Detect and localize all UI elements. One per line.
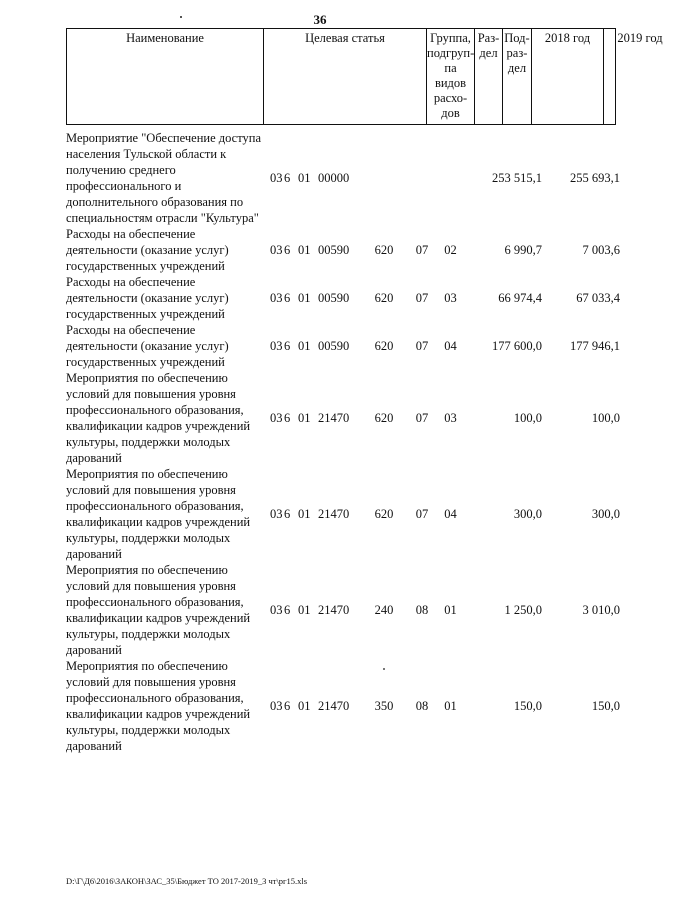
row-group: 620	[374, 339, 394, 353]
row-group: 620	[374, 291, 394, 305]
row-section: 07	[415, 291, 429, 305]
row-group: 350	[374, 699, 394, 713]
row-section: 07	[415, 243, 429, 257]
row-subsection: 04	[444, 507, 457, 521]
row-name: Мероприятия по обеспечению условий для повышения уровня профессионального образования, квалификации кадров учреждений культуры, поддержки молодых дарований	[66, 371, 251, 465]
row-value-2019: 100,0	[591, 411, 620, 425]
row-code-direction: 00000	[318, 171, 350, 185]
scan-speck	[180, 16, 182, 18]
row-subsection: 01	[444, 699, 457, 713]
table-body	[66, 130, 626, 754]
row-code-subprogram: 6	[284, 291, 291, 305]
row-value-2018: 253 515,1	[492, 171, 542, 185]
row-code-subprogram: 6	[284, 243, 291, 257]
row-section: 07	[415, 507, 429, 521]
table-row	[66, 130, 626, 226]
row-value-2018: 177 600,0	[492, 339, 542, 353]
row-code-main: 01	[298, 507, 311, 521]
row-code-main: 01	[298, 699, 311, 713]
row-name: Расходы на обеспечение деятельности (оказание услуг) государственных учреждений	[66, 323, 229, 369]
row-value-2018: 150,0	[513, 699, 542, 713]
col-header-target: Целевая статья	[264, 29, 427, 124]
row-subsection: 03	[444, 291, 457, 305]
row-value-2018: 66 974,4	[498, 291, 542, 305]
row-group: 240	[374, 603, 394, 617]
col-header-2019: 2019 год	[617, 31, 663, 45]
row-code-main: 01	[298, 243, 311, 257]
row-code-program: 03	[270, 339, 283, 353]
row-subsection: 02	[444, 243, 457, 257]
table-row	[66, 226, 626, 274]
row-code-main: 01	[298, 603, 311, 617]
row-code-subprogram: 6	[284, 339, 291, 353]
row-subsection: 04	[444, 339, 457, 353]
row-value-2019: 3 010,0	[582, 603, 620, 617]
table-row	[66, 658, 626, 754]
row-section: 08	[415, 603, 429, 617]
row-value-2019: 150,0	[591, 699, 620, 713]
row-code-main: 01	[298, 411, 311, 425]
row-value-2018: 6 990,7	[504, 243, 542, 257]
col-header-subsection: Под- раз- дел	[503, 29, 532, 124]
row-code-subprogram: 6	[284, 699, 291, 713]
row-section: 08	[415, 699, 429, 713]
row-code-direction: 21470	[318, 699, 350, 713]
row-code-direction: 00590	[318, 291, 350, 305]
row-subsection: 03	[444, 411, 457, 425]
table-row	[66, 370, 626, 466]
row-section: 07	[415, 411, 429, 425]
row-code-direction: 00590	[318, 339, 350, 353]
row-code-main: 01	[298, 339, 311, 353]
row-value-2019: 67 033,4	[576, 291, 620, 305]
table-row	[66, 274, 626, 322]
row-value-2018: 1 250,0	[504, 603, 542, 617]
row-value-2018: 100,0	[513, 411, 542, 425]
row-value-2019: 177 946,1	[570, 339, 620, 353]
row-code-subprogram: 6	[284, 171, 291, 185]
row-name: Расходы на обеспечение деятельности (оказание услуг) государственных учреждений	[66, 227, 229, 273]
row-name: Мероприятия по обеспечению условий для повышения уровня профессионального образования, квалификации кадров учреждений культуры, поддержки молодых дарований	[66, 467, 251, 561]
row-value-2019: 300,0	[591, 507, 620, 521]
row-code-program: 03	[270, 699, 283, 713]
table-row	[66, 322, 626, 370]
row-code-subprogram: 6	[284, 603, 291, 617]
row-name: Мероприятия по обеспечению условий для повышения уровня профессионального образования, квалификации кадров учреждений культуры, поддержки молодых дарований	[66, 563, 251, 657]
row-code-main: 01	[298, 291, 311, 305]
row-code-main: 01	[298, 171, 311, 185]
col-header-section: Раз- дел	[475, 29, 503, 124]
row-code-subprogram: 6	[284, 507, 291, 521]
row-section: 07	[415, 339, 429, 353]
row-code-program: 03	[270, 171, 283, 185]
file-path-footer: D:\Г\Д6\2016\ЗАКОН\ЗАС_35\Бюджет ТО 2017-2019_3 чт\рг15.xls	[66, 876, 308, 886]
table-header	[66, 28, 663, 125]
table-row	[66, 466, 626, 562]
table-row	[66, 562, 626, 658]
row-code-program: 03	[270, 243, 283, 257]
row-code-program: 03	[270, 507, 283, 521]
row-group: 620	[374, 507, 394, 521]
row-group: 620	[374, 411, 394, 425]
row-code-program: 03	[270, 603, 283, 617]
row-code-direction: 21470	[318, 603, 350, 617]
row-subsection: 01	[444, 603, 457, 617]
row-value-2018: 300,0	[513, 507, 542, 521]
col-header-2018: 2018 год	[532, 29, 604, 124]
row-code-subprogram: 6	[284, 411, 291, 425]
row-code-direction: 00590	[318, 243, 350, 257]
row-name: Мероприятие "Обеспечение доступа населения Тульской области к получению среднего профессионального и дополнительного образования по специальностям отрасли "Культура"	[66, 131, 262, 225]
row-name: Расходы на обеспечение деятельности (оказание услуг) государственных учреждений	[66, 275, 229, 321]
row-group: 620	[374, 243, 394, 257]
row-code-direction: 21470	[318, 411, 350, 425]
row-value-2019: 7 003,6	[582, 243, 620, 257]
row-code-program: 03	[270, 411, 283, 425]
page-number: 36	[313, 12, 327, 27]
row-code-program: 03	[270, 291, 283, 305]
row-value-2019: 255 693,1	[570, 171, 620, 185]
row-name: Мероприятия по обеспечению условий для повышения уровня профессионального образования, квалификации кадров учреждений культуры, поддержки молодых дарований	[66, 659, 251, 753]
row-code-direction: 21470	[318, 507, 350, 521]
col-header-group: Группа, подгруп- па видов расхо- дов	[427, 29, 475, 124]
col-header-name: Наименование	[67, 29, 264, 124]
